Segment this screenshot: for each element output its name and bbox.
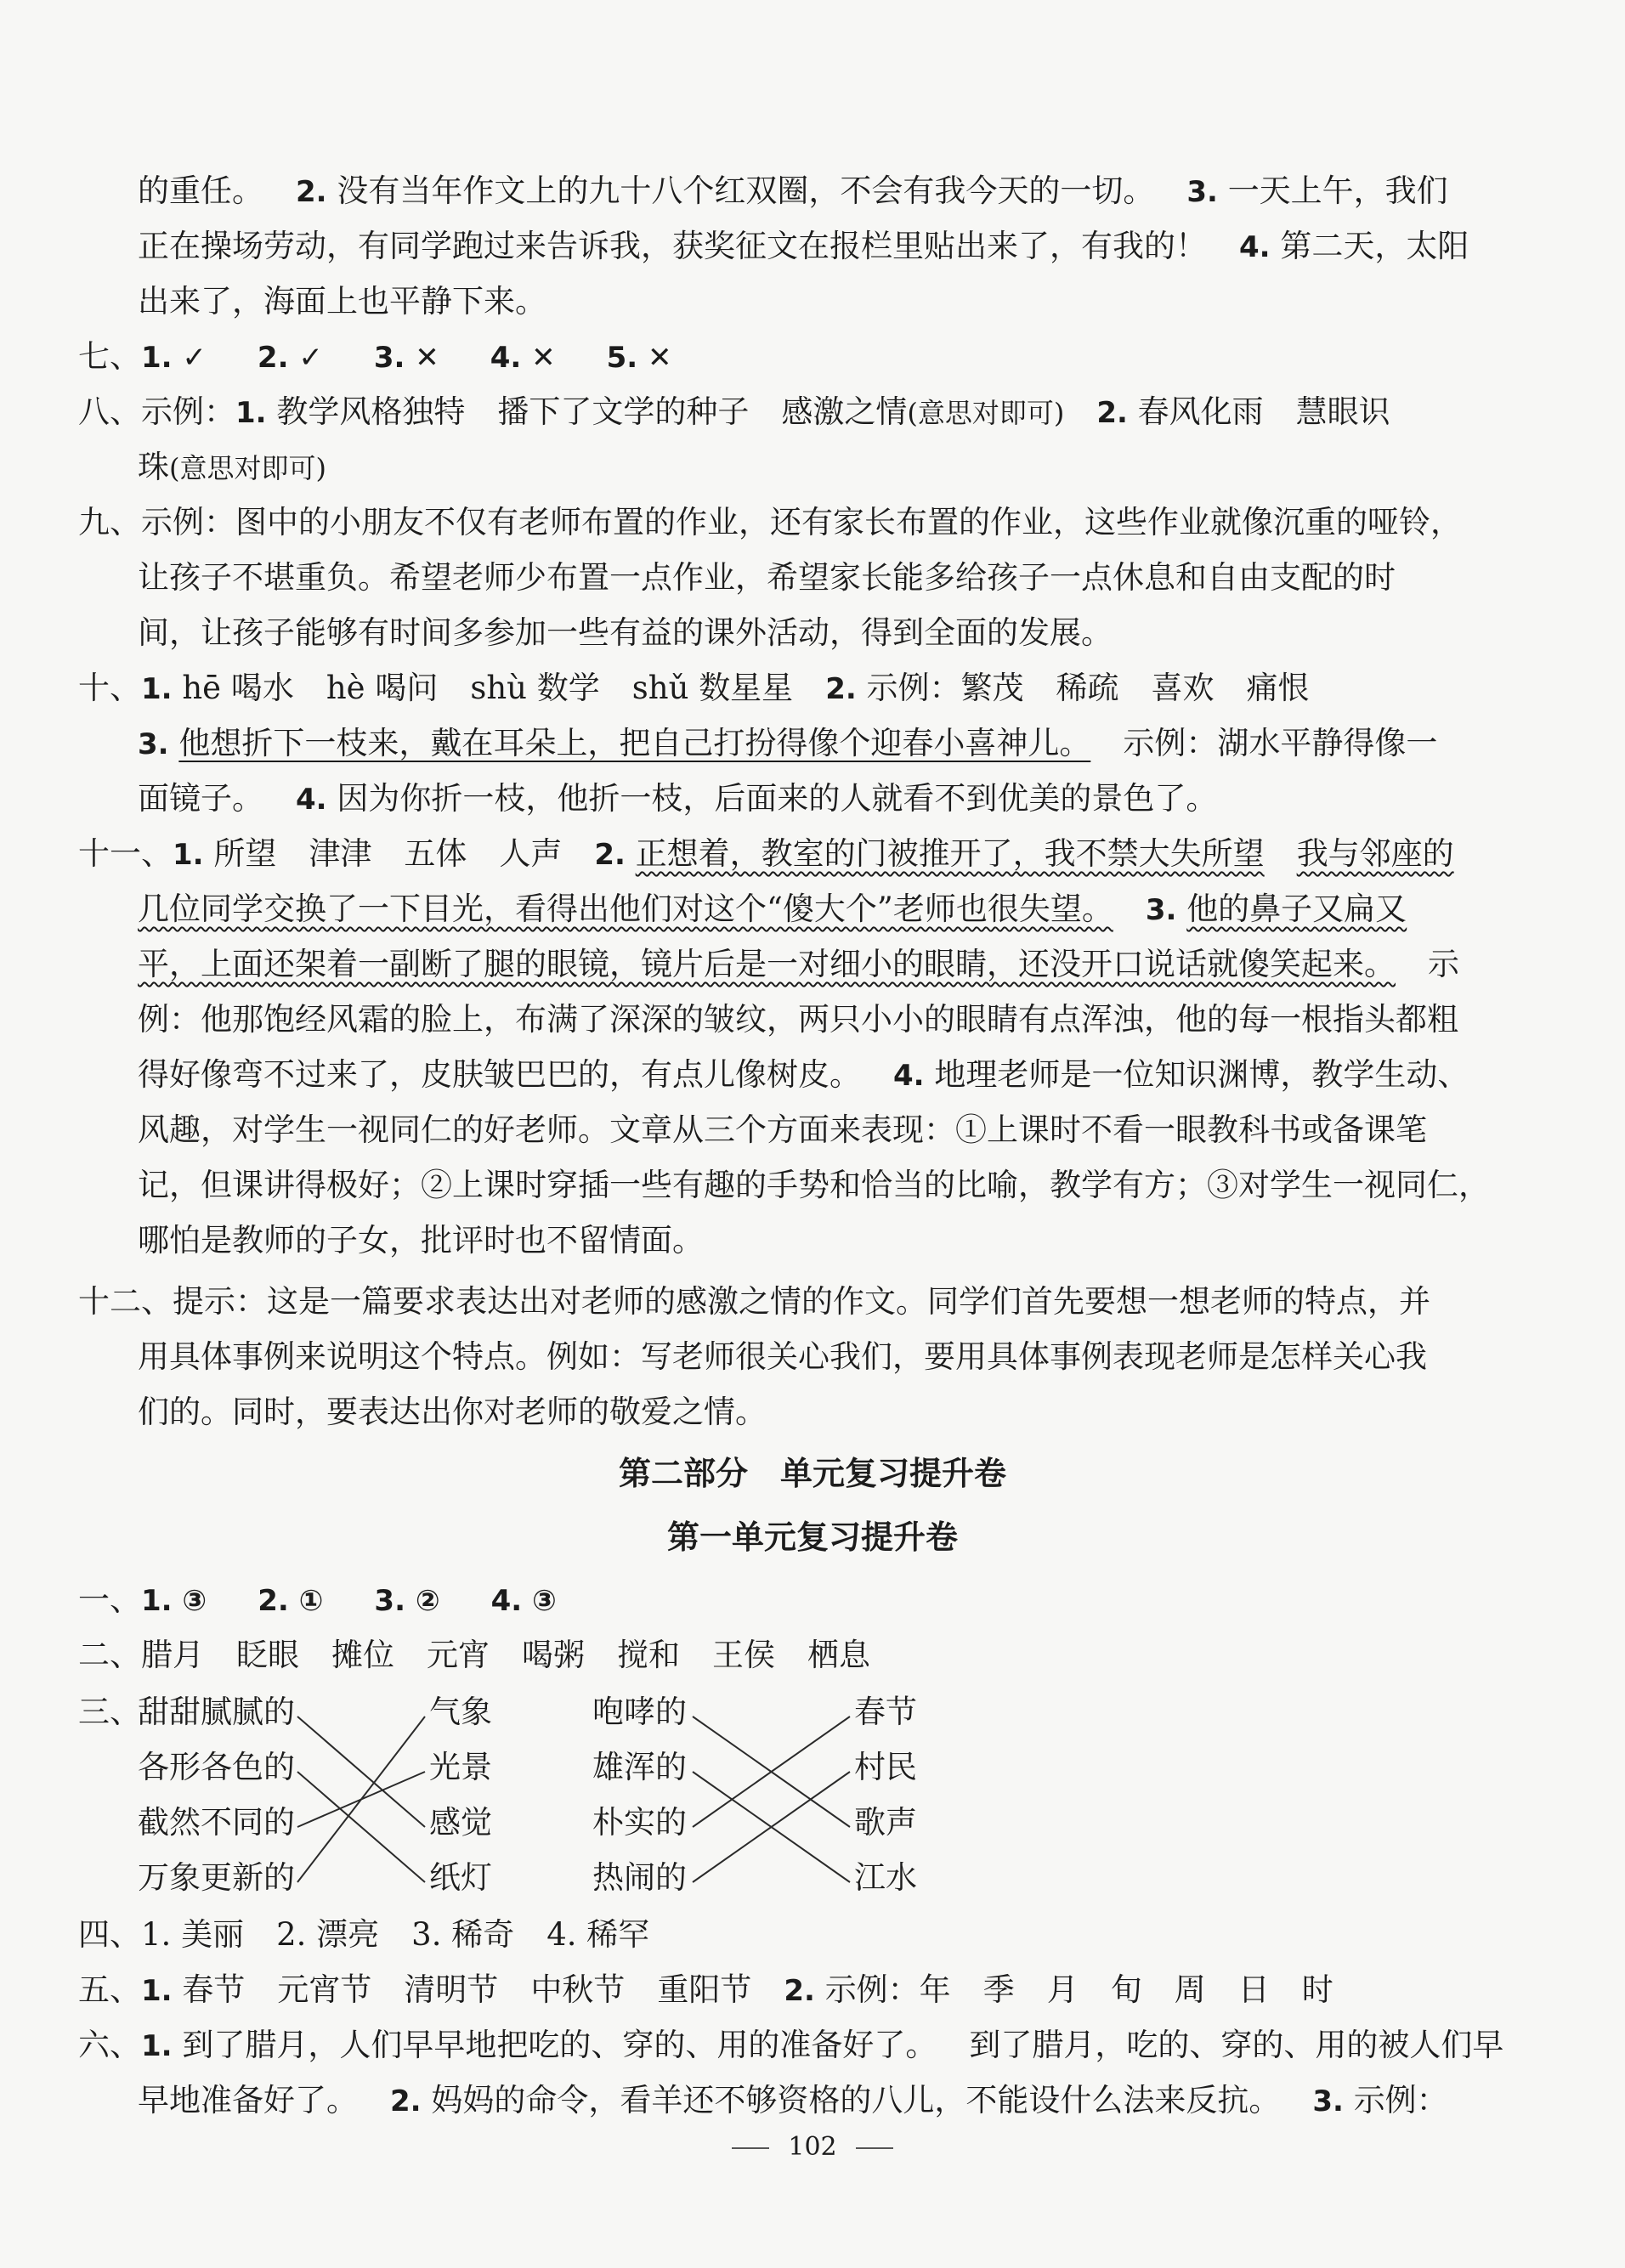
match-left-word: 热闹的 [592,1859,687,1896]
match-left-word: 各形各色的 [138,1749,295,1785]
line: 们的。同时，要表达出你对老师的敬爱之情。 [138,1394,767,1430]
answer-10: 十、1. hē 喝水 hè 喝问 shù 数学 shǔ 数星星 2. 示例：繁茂 稀疏 喜欢 痛恨 [78,670,1310,706]
match-left-word: 朴实的 [592,1804,687,1841]
answer-8: 八、示例：1. 教学风格独特 播下了文学的种子 感激之情(意思对即可) 2. 春风化雨 慧眼识 [78,393,1390,430]
line: 早地准备好了。 2. 妈妈的命令，看羊还不够资格的八儿，不能设什么法来反抗。 3. 示例： [138,2082,1448,2118]
match-right-word: 感觉 [429,1804,492,1841]
line: 平，上面还架着一副断了腿的眼镜，镜片后是一对细小的眼睛，还没开口说话就傻笑起来。 示 [138,946,1459,982]
line: 风趣，对学生一视同仁的好老师。文章从三个方面来表现：①上课时不看一眼教科书或备课笔 [138,1111,1427,1148]
line: 出来了，海面上也平静下来。 [138,283,546,320]
answer-9: 九、示例：图中的小朋友不仅有老师布置的作业，还有家长布置的作业，这些作业就像沉重的哑铃， [78,504,1462,540]
line: 的重任。 2. 没有当年作文上的九十八个红双圈，不会有我今天的一切。 3. 一天上午，我们 [138,173,1448,209]
match-line [297,1717,425,1827]
answer-5: 五、1. 春节 元宵节 清明节 中秋节 重阳节 2. 示例：年 季 月 旬 周 日 时 [78,1971,1333,2008]
line: 几位同学交换了一下目光，看得出他们对这个“傻大个”老师也很失望。 3. 他的鼻子又扁又 [138,891,1407,927]
match-left-word: 万象更新的 [138,1859,295,1896]
match-left-word: 咆哮的 [592,1694,687,1730]
line: 记，但课讲得极好；②上课时穿插一些有趣的手势和恰当的比喻，教学有方；③对学生一视同仁， [138,1167,1490,1203]
match-right-word: 气象 [429,1694,492,1730]
match-right-word: 歌声 [854,1804,917,1841]
line: 得好像弯不过来了，皮肤皱巴巴的，有点儿像树皮。 4. 地理老师是一位知识渊博，教学生动、 [138,1056,1469,1093]
line: 让孩子不堪重负。希望老师少布置一点作业，希望家长能多给孩子一点休息和自由支配的时 [138,559,1396,596]
match-line [297,1717,425,1882]
answer-12: 十二、提示：这是一篇要求表达出对老师的感激之情的作文。同学们首先要想一想老师的特点，并 [78,1283,1430,1320]
answer-4: 四、1. 美丽 2. 漂亮 3. 稀奇 4. 稀罕 [78,1916,650,1953]
match-right-word: 光景 [429,1749,492,1785]
answer-1: 一、1. ③ 2. ① 3. ② 4. ③ [78,1581,557,1618]
answer-6: 六、1. 到了腊月，人们早早地把吃的、穿的、用的准备好了。 到了腊月，吃的、穿的、用的被人们早 [78,2027,1504,2063]
section-heading: 第二部分 单元复习提升卷 [618,1455,1006,1492]
match-right-word: 江水 [854,1859,917,1896]
match-left-word: 雄浑的 [592,1749,687,1785]
match-line [297,1772,425,1882]
unit-heading: 第一单元复习提升卷 [666,1519,958,1556]
match-left-word: 截然不同的 [138,1804,295,1841]
line: 3. 他想折下一枝来，戴在耳朵上，把自己打扮得像个迎春小喜神儿。 示例：湖水平静得像一 [138,725,1438,761]
line: 珠(意思对即可) [138,449,326,485]
line: 面镜子。 4. 因为你折一枝，他折一枝，后面来的人就看不到优美的景色了。 [138,780,1218,817]
answer-3-label: 三、 [78,1694,141,1730]
match-right-word: 村民 [854,1749,917,1785]
answer-11: 十一、1. 所望 津津 五体 人声 2. 正想着，教室的门被推开了，我不禁大失所望 我与邻座的 [78,835,1454,872]
answer-2: 二、腊月 眨眼 摊位 元宵 喝粥 搅和 王侯 栖息 [78,1637,870,1673]
line: 间，让孩子能够有时间多参加一些有益的课外活动，得到全面的发展。 [138,614,1113,651]
match-right-word: 纸灯 [429,1859,492,1896]
line: 用具体事例来说明这个特点。例如：写老师很关心我们，要用具体事例表现老师是怎样关心我 [138,1338,1427,1375]
line: 例：他那饱经风霜的脸上，布满了深深的皱纹，两只小小的眼睛有点浑浊，他的每一根指头都粗 [138,1001,1458,1038]
match-left-word: 甜甜腻腻的 [138,1694,295,1730]
line: 哪怕是教师的子女，批评时也不留情面。 [138,1222,704,1258]
line: 正在操场劳动，有同学跑过来告诉我，获奖征文在报栏里贴出来了，有我的！ 4. 第二天，太阳 [138,228,1469,264]
answer-7: 七、1. ✓ 2. ✓ 3. ✕ 4. ✕ 5. ✕ [78,338,672,375]
match-right-word: 春节 [854,1694,917,1730]
page-number: 102 [0,2129,1625,2166]
